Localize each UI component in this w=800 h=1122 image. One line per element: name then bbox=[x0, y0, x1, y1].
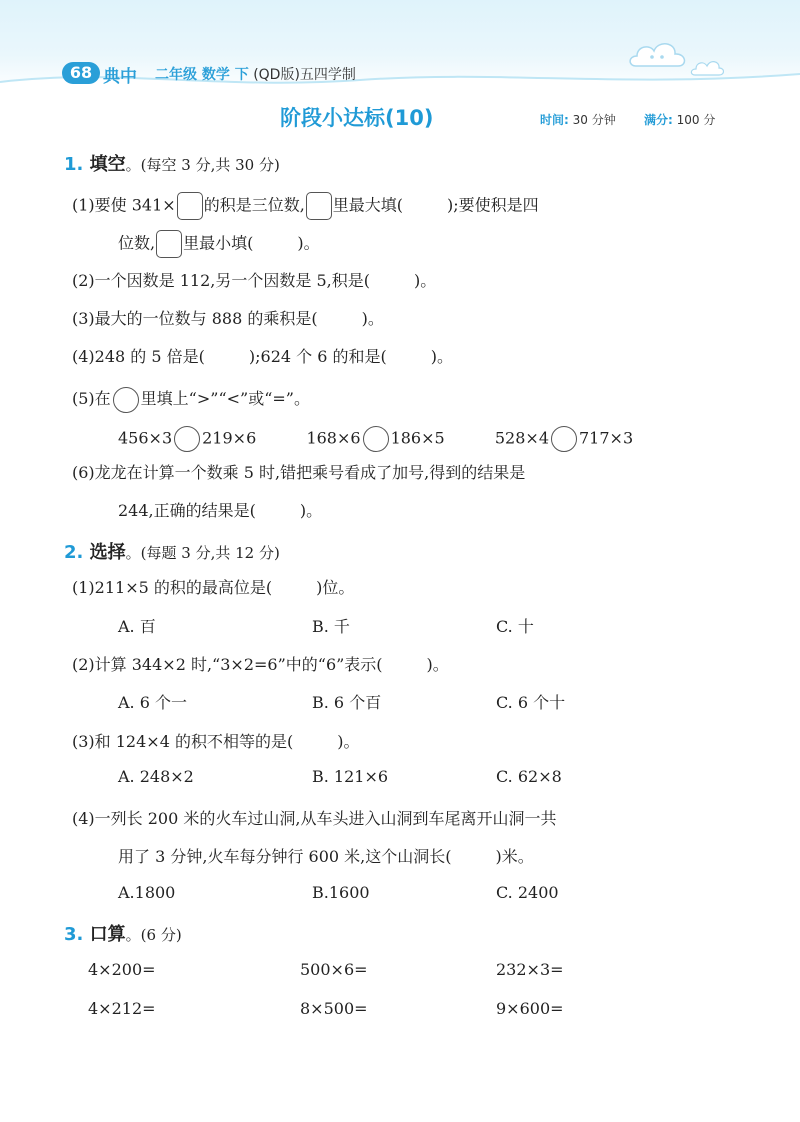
option-b[interactable]: B. 121×6 bbox=[312, 767, 389, 786]
text: 里最大填( bbox=[332, 195, 404, 215]
question-1-4 bbox=[72, 344, 453, 367]
score-label: 满分: bbox=[644, 113, 673, 127]
math-item[interactable]: 9×600= bbox=[496, 999, 564, 1018]
brand-logo: 典中 bbox=[103, 67, 137, 87]
compare-row bbox=[118, 426, 633, 452]
option-c[interactable]: C. 2400 bbox=[496, 883, 559, 902]
question-2-4 bbox=[72, 806, 556, 829]
math-item[interactable]: 4×200= bbox=[88, 960, 156, 979]
text: (5)在 bbox=[72, 389, 111, 408]
option-b[interactable]: B. 6 个百 bbox=[312, 693, 382, 712]
text: 244,正确的结果是( bbox=[118, 501, 256, 520]
text: (3)最大的一位数与 888 的乘积是( bbox=[72, 309, 318, 328]
question-1-3 bbox=[72, 306, 384, 329]
option-c[interactable]: C. 6 个十 bbox=[496, 693, 566, 712]
text: );要使积是四 bbox=[447, 195, 539, 215]
math-item[interactable]: 500×6= bbox=[300, 960, 368, 979]
compare-circle[interactable] bbox=[113, 387, 139, 413]
time-info bbox=[540, 111, 616, 128]
question-2-3 bbox=[72, 729, 359, 752]
section-3-heading bbox=[64, 920, 182, 946]
question-1-1-cont bbox=[118, 230, 320, 258]
option-c[interactable]: C. 62×8 bbox=[496, 767, 562, 786]
text: )。 bbox=[430, 347, 453, 366]
grade-subject: 二年级 数学 下 bbox=[155, 67, 249, 83]
text: )位。 bbox=[316, 578, 355, 597]
section-name: 口算 bbox=[89, 924, 126, 945]
cloud-icon bbox=[628, 38, 688, 72]
section-note: 。(6 分) bbox=[125, 926, 182, 944]
option-a[interactable]: A. 248×2 bbox=[118, 767, 194, 786]
answer-box[interactable] bbox=[156, 230, 182, 258]
page-number: 68 bbox=[62, 62, 100, 84]
section-1-heading bbox=[64, 150, 280, 176]
page-title: 阶段小达标(10) bbox=[280, 106, 434, 130]
text: 的积是三位数, bbox=[203, 195, 305, 215]
section-note: 。(每题 3 分,共 12 分) bbox=[125, 544, 280, 562]
text: 里最小填( bbox=[183, 233, 254, 253]
text: )。 bbox=[297, 233, 320, 253]
expression: 717×3 bbox=[579, 428, 634, 448]
option-a[interactable]: A.1800 bbox=[118, 883, 176, 902]
question-2-1 bbox=[72, 575, 354, 598]
text: (3)和 124×4 的积不相等的是( bbox=[72, 732, 294, 751]
section-note: 。(每空 3 分,共 30 分) bbox=[125, 156, 280, 174]
text: (2)一个因数是 112,另一个因数是 5,积是( bbox=[72, 271, 370, 290]
option-c[interactable]: C. 十 bbox=[496, 617, 534, 636]
text: (1)211×5 的积的最高位是( bbox=[72, 578, 273, 597]
text: (2)计算 344×2 时,“3×2=6”中的“6”表示( bbox=[72, 655, 383, 674]
score-info bbox=[644, 111, 715, 128]
expression: 219×6 bbox=[202, 428, 257, 448]
answer-box[interactable] bbox=[306, 192, 332, 220]
section-number: 3. bbox=[64, 924, 84, 945]
text: )。 bbox=[299, 501, 323, 520]
text: );624 个 6 的和是( bbox=[248, 347, 387, 366]
text: (4)一列长 200 米的火车过山洞,从车头进入山洞到车尾离开山洞一共 bbox=[72, 809, 557, 828]
math-item[interactable]: 8×500= bbox=[300, 999, 368, 1018]
text: )。 bbox=[413, 271, 437, 290]
math-item[interactable]: 4×212= bbox=[88, 999, 156, 1018]
compare-circle[interactable] bbox=[551, 426, 577, 452]
small-cloud-icon bbox=[690, 58, 724, 78]
section-name: 选择 bbox=[89, 542, 126, 563]
text: (4)248 的 5 倍是( bbox=[72, 347, 205, 366]
text: )。 bbox=[426, 655, 449, 674]
question-2-4-cont bbox=[118, 844, 534, 867]
expression: 528×4 bbox=[494, 428, 549, 448]
option-a[interactable]: A. 百 bbox=[118, 617, 156, 636]
option-b[interactable]: B. 千 bbox=[312, 617, 350, 636]
section-number: 2. bbox=[64, 542, 84, 563]
text: 里填上“>”“<”或“=”。 bbox=[140, 389, 310, 408]
question-1-2 bbox=[72, 268, 436, 291]
score-value: 100 分 bbox=[676, 113, 716, 127]
text: )米。 bbox=[495, 847, 534, 866]
question-1-1 bbox=[72, 192, 539, 220]
section-number: 1. bbox=[64, 154, 84, 175]
compare-circle[interactable] bbox=[174, 426, 200, 452]
option-b[interactable]: B.1600 bbox=[312, 883, 370, 902]
edition: (QD版)五四学制 bbox=[253, 67, 356, 83]
section-name: 填空 bbox=[89, 154, 126, 175]
question-1-5 bbox=[72, 386, 310, 413]
math-item[interactable]: 232×3= bbox=[496, 960, 564, 979]
answer-box[interactable] bbox=[177, 192, 203, 220]
text: 用了 3 分钟,火车每分钟行 600 米,这个山洞长( bbox=[118, 847, 452, 866]
option-a[interactable]: A. 6 个一 bbox=[118, 693, 187, 712]
time-label: 时间: bbox=[540, 113, 569, 127]
text: )。 bbox=[337, 732, 360, 751]
question-2-2 bbox=[72, 652, 449, 675]
expression: 186×5 bbox=[390, 428, 445, 448]
text: (6)龙龙在计算一个数乘 5 时,错把乘号看成了加号,得到的结果是 bbox=[72, 463, 526, 482]
expression: 456×3 bbox=[118, 428, 173, 448]
section-2-heading bbox=[64, 538, 280, 564]
text: (1)要使 341× bbox=[72, 195, 176, 215]
question-1-6 bbox=[72, 460, 525, 483]
question-1-6-cont bbox=[118, 498, 322, 521]
expression: 168×6 bbox=[306, 428, 361, 448]
text: )。 bbox=[361, 309, 384, 328]
compare-circle[interactable] bbox=[363, 426, 389, 452]
book-series bbox=[155, 64, 356, 84]
time-value: 30 分钟 bbox=[572, 113, 616, 127]
text: 位数, bbox=[118, 233, 156, 253]
